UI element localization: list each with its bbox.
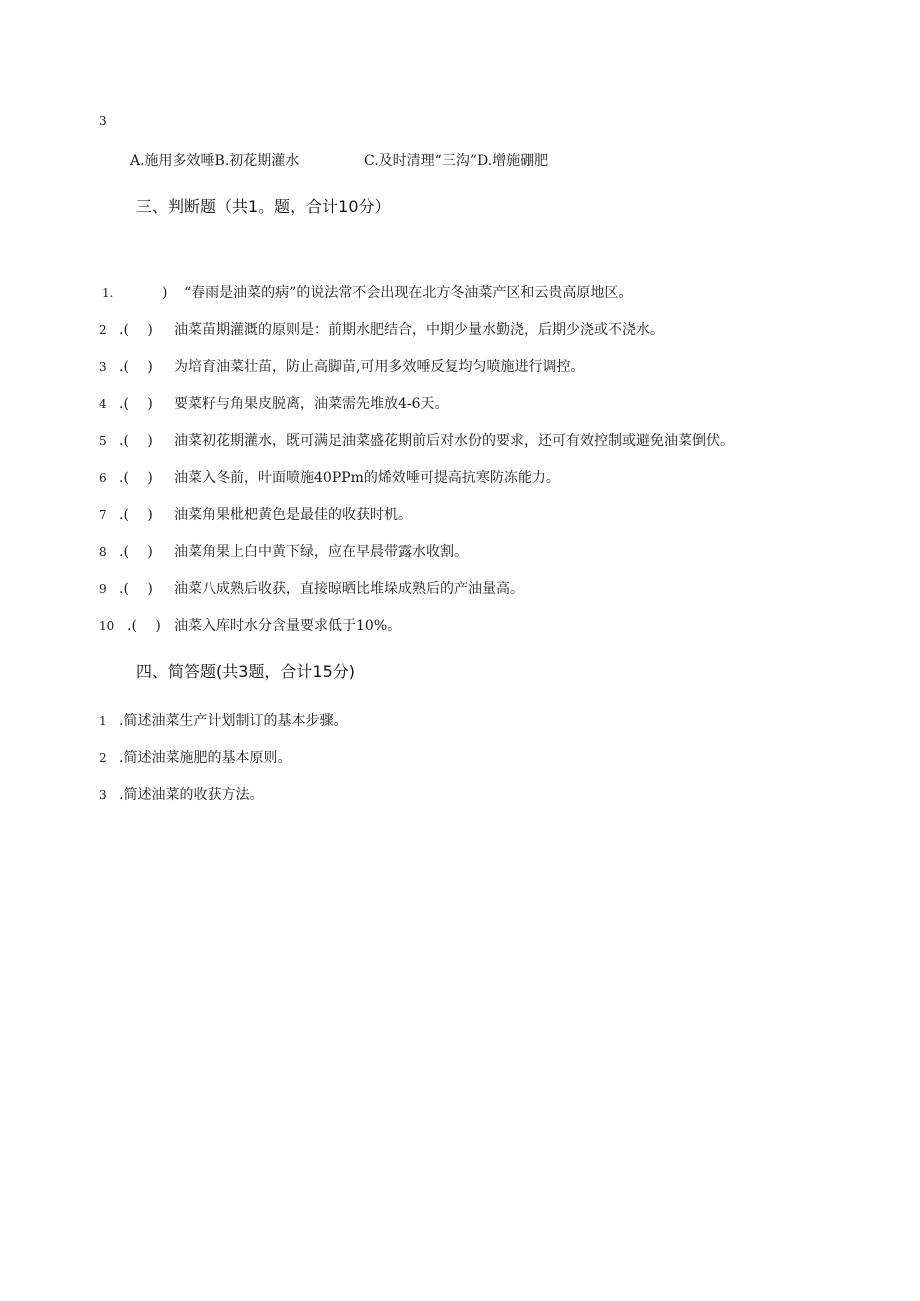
item-number: 9 xyxy=(99,582,107,596)
answer-blank: .( ) xyxy=(119,322,153,338)
answer-blank: .( ) xyxy=(119,396,153,412)
item-number: 1. xyxy=(102,286,114,300)
item-text: “春雨是油菜的病”的说法常不会出现在北方冬油菜产区和云贵高原地区。 xyxy=(184,285,633,301)
item-number: 3 xyxy=(99,788,107,802)
short-answer-item xyxy=(99,747,291,767)
judgment-item xyxy=(99,615,401,635)
item-text: 油菜入冬前，叶面喷施40PPm的烯效唾可提高抗寒防冻能力。 xyxy=(174,470,560,486)
answer-blank: .( ) xyxy=(119,507,153,523)
item-text: .简述油菜施肥的基本原则。 xyxy=(119,750,292,766)
item-text: 油菜苗期灌溉的原则是：前期水肥结合，中期少量水勤浇，后期少浇或不浇水。 xyxy=(174,322,664,338)
section-3-heading: 三、判断题（共1。题，合计10分） xyxy=(136,197,391,216)
item-text: 油菜初花期灌水，既可满足油菜盛花期前后对水份的要求，还可有效控制或避免油菜倒伏。 xyxy=(174,433,734,449)
judgment-item xyxy=(99,541,468,561)
answer-blank: .( ) xyxy=(127,618,161,634)
answer-blank: .( ) xyxy=(119,470,153,486)
item-text: .简述油菜的收获方法。 xyxy=(119,787,264,803)
item-text: 油菜角果上白中黄下绿，应在早晨带露水收割。 xyxy=(174,544,468,560)
answer-blank: .( ) xyxy=(119,433,153,449)
question-number: 3 xyxy=(99,114,107,128)
item-number: 4 xyxy=(99,397,107,411)
item-text: 油菜角果枇杷黄色是最佳的收获时机。 xyxy=(174,507,412,523)
judgment-item xyxy=(99,578,524,598)
item-text: 要菜籽与角果皮脱离，油菜需先堆放4-6天。 xyxy=(174,396,449,412)
answer-blank: .( ) xyxy=(119,581,153,597)
item-text: 油菜入库时水分含量要求低于10%。 xyxy=(174,618,402,634)
item-text: 为培育油菜壮苗，防止高脚苗,可用多效唾反复均匀喷施进行调控。 xyxy=(174,359,585,375)
judgment-item xyxy=(99,430,734,450)
short-answer-item xyxy=(99,784,263,804)
judgment-item xyxy=(99,393,449,413)
item-number: 8 xyxy=(99,545,107,559)
item-number: 2 xyxy=(99,323,107,337)
short-answer-item xyxy=(99,710,347,730)
item-number: 3 xyxy=(99,360,107,374)
item-number: 5 xyxy=(99,434,107,448)
judgment-item xyxy=(102,282,632,302)
item-text: 油菜八成熟后收获，直接晾晒比堆垛成熟后的产油量高。 xyxy=(174,581,524,597)
item-number: 7 xyxy=(99,508,107,522)
section-4-heading: 四、简答题(共3题，合计15分) xyxy=(136,662,356,681)
answer-blank: .( ) xyxy=(119,544,153,560)
judgment-item xyxy=(99,504,412,524)
judgment-item xyxy=(99,356,584,376)
option-c-d: C.及时清理“三沟”D.增施硼肥 xyxy=(364,153,549,169)
item-number: 10 xyxy=(99,619,115,633)
answer-blank: ) xyxy=(162,285,168,301)
option-a-b: A.施用多效唾B.初花期灌水 xyxy=(130,153,300,169)
answer-blank: .( ) xyxy=(119,359,153,375)
judgment-item xyxy=(99,467,560,487)
judgment-item xyxy=(99,319,664,339)
item-text: .简述油菜生产计划制订的基本步骤。 xyxy=(119,713,348,729)
item-number: 1 xyxy=(99,714,107,728)
item-number: 6 xyxy=(99,471,107,485)
item-number: 2 xyxy=(99,751,107,765)
